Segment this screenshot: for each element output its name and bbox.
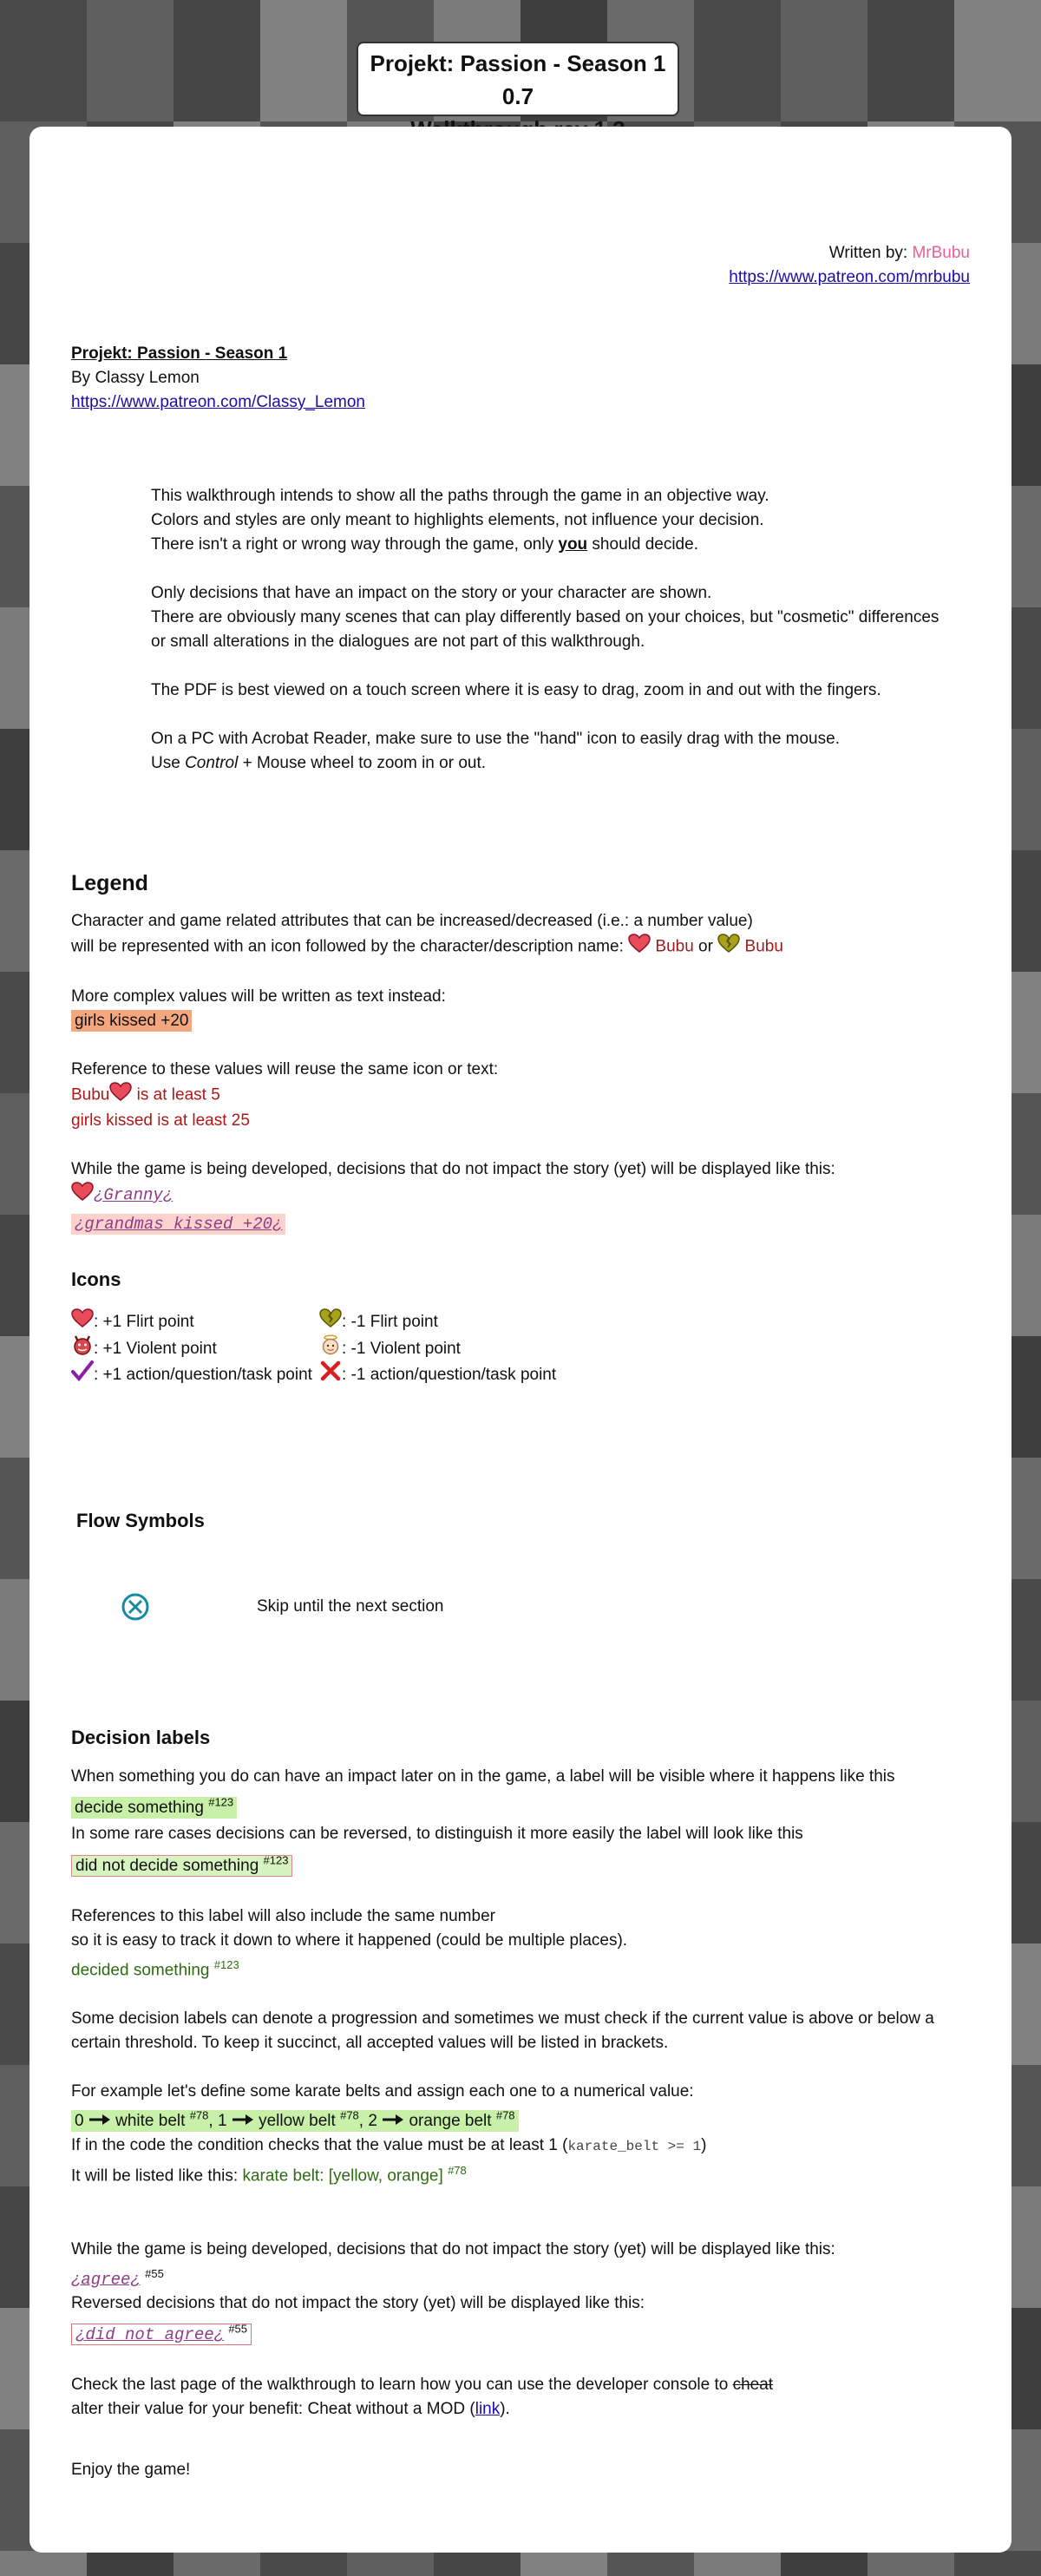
- agree-label: ¿agree¿: [71, 2269, 141, 2289]
- flow-heading: Flow Symbols: [76, 1510, 205, 1531]
- intro-p4-line2: Use Control + Mouse wheel to zoom in or out.: [151, 754, 487, 772]
- legend-line2: will be represented with an icon followed by the character/description name: Bubu or Bubu: [71, 934, 991, 960]
- intro-p2-line3: or small alterations in the dialogues are not part of this walkthrough.: [151, 633, 645, 651]
- heart-icon: [71, 1308, 94, 1336]
- author-link[interactable]: https://www.patreon.com/mrbubu: [729, 268, 970, 286]
- arrow-right-icon: [88, 2109, 111, 2134]
- enjoy-text: Enjoy the game!: [71, 2461, 191, 2480]
- heart-icon: [71, 1182, 94, 1209]
- intro-p3: The PDF is best viewed on a touch screen where it is easy to drag, zoom in and out with the fingers.: [151, 681, 881, 699]
- bubu-label-2: Bubu: [744, 937, 783, 956]
- background-tile: [347, 2551, 434, 2576]
- legend-line1: Character and game related attributes that can be increased/decreased (i.e.: a number value): [71, 912, 753, 930]
- background-tile: [87, 0, 174, 121]
- violent-plus-entry: : +1 Violent point: [71, 1334, 217, 1364]
- flirt-plus-entry: : +1 Flirt point: [71, 1308, 194, 1336]
- background-tile: [260, 0, 347, 121]
- intro-p1-line3: There isn't a right or wrong way through the game, only you should decide.: [151, 535, 698, 554]
- karate-belts-label: 0 white belt $^{\#78}$, 1 yellow belt $^{\#78}$, 2 orange belt $^{\#78}$: [71, 2110, 519, 2132]
- action-minus-entry: : -1 action/question/task point: [319, 1360, 556, 1390]
- intro: [151, 484, 984, 776]
- background-tile: [954, 0, 1041, 121]
- decisions-line2: In some rare cases decisions can be reversed, to distinguish it more easily the label will look like this: [71, 1825, 803, 1844]
- credits: [729, 241, 970, 290]
- decisions-heading: Decision labels: [71, 1727, 211, 1748]
- checkmark-icon: [71, 1360, 94, 1390]
- broken-heart-icon: [717, 934, 740, 960]
- document-page: [29, 127, 1012, 2553]
- decisions-line11: Reversed decisions that do not impact the story (yet) will be displayed like this:: [71, 2293, 645, 2312]
- karate-belt-ref: karate belt: [yellow, orange]: [242, 2166, 443, 2186]
- background-tile: [174, 2551, 260, 2576]
- background-tile: [0, 0, 87, 121]
- written-by-label: Written by:: [828, 244, 913, 262]
- decisions-line10: While the game is being developed, decisions that do not impact the story (yet) will be displayed like this:: [71, 2239, 835, 2258]
- game-info: [71, 342, 365, 415]
- background-tile: [868, 2551, 954, 2576]
- intro-p4-line1: On a PC with Acrobat Reader, make sure to use the "hand" icon to easily drag with the mouse.: [151, 730, 840, 748]
- background-tile: [781, 0, 868, 121]
- intro-p2-line2: There are obviously many scenes that can play differently based on your choices, but "cosmetic" differences: [151, 608, 940, 626]
- background-tile: [520, 2551, 607, 2576]
- game-author: By Classy Lemon: [71, 369, 200, 387]
- did-not-agree-label: ¿did not agree¿ $^{\#55}$: [71, 2324, 252, 2345]
- legend-dev: While the game is being developed, decisions that do not impact the story (yet) will be displayed like this:: [71, 1160, 835, 1178]
- background-tile: [694, 0, 781, 121]
- intro-p2-line1: Only decisions that have an impact on the story or your character are shown.: [151, 584, 712, 602]
- background-tile: [954, 2551, 1041, 2576]
- legend-reference: Reference to these values will reuse the same icon or text:: [71, 1060, 499, 1078]
- heart-icon: [628, 934, 651, 960]
- background-tile: [607, 2551, 694, 2576]
- decisions-line12: Check the last page of the walkthrough to learn how you can use the developer console to cheat: [71, 2376, 774, 2395]
- decisions-line8: If in the code the condition checks that the value must be at least 1 (karate_belt >= 1): [71, 2136, 707, 2155]
- bubu-label: Bubu: [655, 937, 694, 956]
- decided-something-ref: decided something $^{\#123}$: [71, 1957, 239, 1979]
- granny-label: ¿Granny¿: [94, 1185, 174, 1205]
- title-line-1: Projekt: Passion - Season 1 0.7: [370, 50, 666, 109]
- devil-icon: [71, 1334, 94, 1364]
- flirt-minus-entry: : -1 Flirt point: [319, 1308, 438, 1336]
- arrow-right-icon: [382, 2109, 404, 2134]
- icons-heading: Icons: [71, 1268, 121, 1290]
- bubu-reference: Bubu is at least 5: [71, 1082, 991, 1109]
- background-tile: [0, 2551, 87, 2576]
- cross-icon: [319, 1360, 342, 1390]
- skip-text: Skip until the next section: [257, 1597, 444, 1616]
- background-tile: [694, 2551, 781, 2576]
- background-tile: [781, 2551, 868, 2576]
- decisions-line4: so it is easy to track it down to where it happened (could be multiple places).: [71, 1930, 628, 1950]
- code-snippet: karate_belt >= 1: [567, 2139, 702, 2155]
- game-link[interactable]: https://www.patreon.com/Classy_Lemon: [71, 393, 365, 411]
- girls-reference: girls kissed is at least 25: [71, 1111, 250, 1130]
- game-name: Projekt: Passion - Season 1: [71, 344, 288, 363]
- legend-heading: Legend: [71, 871, 148, 895]
- background-tile: [868, 0, 954, 121]
- decisions-line7: For example let's define some karate belts and assign each one to a numerical value:: [71, 2081, 694, 2101]
- legend-complex: More complex values will be written as text instead:: [71, 987, 446, 1006]
- skip-icon: [120, 1591, 151, 1628]
- decisions-line1: When something you do can have an impact later on in the game, a label will be visible where it happens like this: [71, 1767, 895, 1786]
- decisions-line13: alter their value for your benefit: Cheat without a MOD (link).: [71, 2400, 510, 2419]
- violent-minus-entry: : -1 Violent point: [319, 1334, 461, 1364]
- background-tile: [87, 2551, 174, 2576]
- angel-icon: [319, 1334, 342, 1364]
- decisions-line9: It will be listed like this: karate belt: [yellow, orange] $^{\#78}$: [71, 2164, 467, 2186]
- background-tile: [260, 2551, 347, 2576]
- intro-p1-line1: This walkthrough intends to show all the paths through the game in an objective way.: [151, 487, 769, 505]
- grandmas-tag: ¿grandmas kissed +20¿: [71, 1214, 285, 1235]
- arrow-right-icon: [232, 2109, 254, 2134]
- intro-p1-line2: Colors and styles are only meant to highlights elements, not influence your decision.: [151, 511, 764, 529]
- decide-something-label: decide something $^{\#123}$: [71, 1797, 237, 1819]
- action-plus-entry: : +1 action/question/task point: [71, 1360, 312, 1390]
- you-emphasis: you: [558, 535, 588, 554]
- cheat-link[interactable]: link: [475, 2400, 501, 2419]
- heart-icon: [109, 1082, 132, 1109]
- title-box: [357, 42, 679, 116]
- decisions-body: When something you do can have an impact later on in the game, a label will be visible where it happens like this decide something $^{\#123}$ In some rare cases decisions can be reversed, to distinguish it more easily the label will look like this did not decide something $^{\#123}$ References to this label will also include the same number so it is easy to track it down to where it happened (could be multiple places). decided something $^{\#123}$ Some decision labels can denote a progression and sometimes we must check if the current value is above or below a certain threshold. To keep it succinct, all accepted values will be listed in brackets. For example let's define some karate belts and assign each one to a numerical value: 0 white belt $^{\#78}$, 1 yellow belt $^{\#78}$, 2 orange belt $^{\#78}$ If in the code the condition checks that the value must be at least 1 (karate_belt >= 1) It will be listed like this: karate belt: [yellow, orange] $^{\#78}$ While the game is being developed, decisions that do not impact the story (yet) will be displayed like this: ¿agree¿ $^{\#55}$ Reversed decisions that do not impact the story (yet) will be displayed like this: ¿did not agree¿ $^{\#55}$ Check the last page of the walkthrough to learn how you can use the developer console to cheat alter their value for your benefit: Cheat without a MOD (link). Enjoy the game!: [71, 1765, 991, 2482]
- background-tile: [434, 2551, 520, 2576]
- author-name: MrBubu: [912, 244, 970, 262]
- broken-heart-icon: [319, 1308, 342, 1336]
- decisions-line6: certain threshold. To keep it succinct, all accepted values will be listed in brackets.: [71, 2033, 669, 2052]
- girls-kissed-tag: girls kissed +20: [71, 1010, 192, 1032]
- decisions-line5: Some decision labels can denote a progression and sometimes we must check if the current value is above or below a: [71, 2009, 934, 2028]
- karate-belts-row: [71, 2104, 991, 2134]
- decisions-line3: References to this label will also include the same number: [71, 1906, 495, 1925]
- legend-body: [71, 909, 991, 1236]
- did-not-decide-label: did not decide something $^{\#123}$: [71, 1855, 292, 1877]
- background-tile: [174, 0, 260, 121]
